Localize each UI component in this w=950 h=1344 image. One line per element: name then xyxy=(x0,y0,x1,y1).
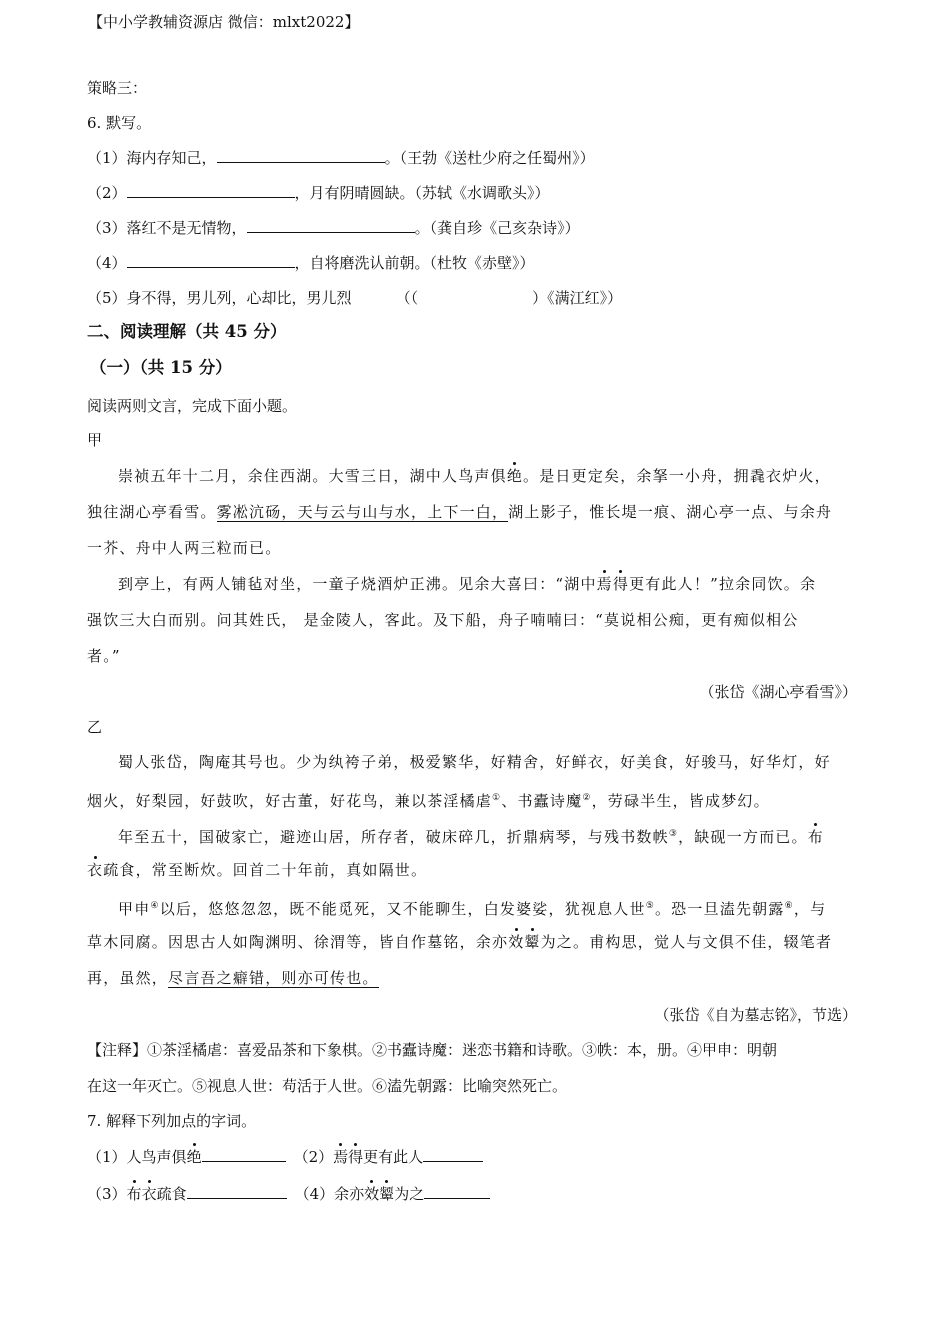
answer-blank[interactable] xyxy=(423,1147,483,1162)
q6-item-2 xyxy=(87,183,550,203)
dotted-char: 布 xyxy=(807,828,824,846)
passage-b-source: （张岱《自为墓志铭》，节选） xyxy=(654,1006,857,1024)
item-text: ，月有阴晴圆缺。（苏轼《水调歌头》） xyxy=(294,184,550,202)
dotted-char: 颦 xyxy=(524,933,541,951)
dotted-char: 衣 xyxy=(87,861,104,879)
dotted-char: 焉 xyxy=(333,1148,349,1166)
footnote-marker: ④ xyxy=(150,901,160,911)
passage-a-line: 者。” xyxy=(87,647,121,665)
passage-a-label: 甲 xyxy=(87,431,103,449)
text: 更有此人！”拉余同饮。余 xyxy=(629,575,817,593)
dotted-char: 焉 xyxy=(596,575,613,593)
passage-b-line: 蜀人张岱，陶庵其号也。少为纨袴子弟，极爱繁华，好精舍，好鲜衣，好美食，好骏马，好华灯，好 xyxy=(118,753,831,771)
dotted-char: 衣 xyxy=(141,1185,157,1203)
item-number: （3） xyxy=(87,1185,127,1203)
text: 为之。甫构思，觉人与文俱不佳，辍笔者 xyxy=(540,933,833,951)
q6-title: 6. 默写。 xyxy=(87,114,152,132)
answer-blank[interactable] xyxy=(127,183,295,198)
section-title: 二、阅读理解（共 45 分） xyxy=(87,322,287,341)
text: 甲申 xyxy=(118,900,151,918)
item-number: （1） xyxy=(87,149,127,167)
item-number: （3） xyxy=(87,219,127,237)
text: 为之 xyxy=(394,1185,425,1203)
passage-a-line xyxy=(118,466,831,486)
text: 更有此人 xyxy=(363,1148,424,1166)
passage-b-line xyxy=(87,968,379,988)
answer-blank[interactable] xyxy=(247,218,415,233)
text: ，缺砚一方而已。 xyxy=(678,828,808,846)
answer-blank[interactable] xyxy=(202,1147,286,1162)
dotted-char: 布 xyxy=(126,1185,142,1203)
passage-a-line xyxy=(118,574,816,594)
q6-item-1 xyxy=(87,148,595,168)
item-number: （2） xyxy=(87,184,127,202)
footnote-marker: ① xyxy=(492,793,502,803)
q7-row xyxy=(87,1184,490,1204)
item-number: （5） xyxy=(87,289,127,307)
passage-b-line xyxy=(118,824,824,847)
annotation-note: 在这一年灭亡。⑤视息人世：苟活于人世。⑥溘先朝露：比喻突然死亡。 xyxy=(87,1077,568,1095)
item-number: （4） xyxy=(87,254,127,272)
text: 人鸟声俱 xyxy=(126,1148,187,1166)
underlined-sentence: 雾凇沆砀，天与云与山与水，上下一白， xyxy=(216,503,509,521)
subsection-title: （一）（共 15 分） xyxy=(90,358,232,377)
page-header: 【中小学教辅资源店 微信：mlxt2022】 xyxy=(88,13,360,31)
q6-item-4 xyxy=(87,253,535,273)
passage-a-line: 强饮三大白而别。问其姓氏， 是金陵人，客此。及下船，舟子喃喃曰：“莫说相公痴，更有痴似相公 xyxy=(87,611,799,629)
text: 疏食，常至断炊。回首二十年前，真如隔世。 xyxy=(103,861,428,879)
text: ，劳碌半生，皆成梦幻。 xyxy=(591,792,770,810)
text: ，与 xyxy=(793,900,827,918)
footnote-marker: ⑥ xyxy=(784,901,794,911)
dotted-char: 得 xyxy=(612,575,630,593)
answer-blank[interactable] xyxy=(127,253,295,268)
item-text: ，自将磨洗认前朝。（杜牧《赤壁》） xyxy=(294,254,535,272)
dotted-char: 颦 xyxy=(379,1185,395,1203)
text: 再，虽然， xyxy=(87,969,169,987)
passage-b-line xyxy=(87,860,427,880)
text: 。是日更定矣，余拏一小舟，拥毳衣炉火， xyxy=(523,467,831,485)
q7-row xyxy=(87,1147,483,1167)
footnote-marker: ② xyxy=(582,793,592,803)
item-text: （（ xyxy=(395,289,419,307)
footnote-marker: ③ xyxy=(668,829,679,839)
q6-item-3 xyxy=(87,218,580,238)
text: 。恐一旦溘先朝露 xyxy=(654,900,785,918)
answer-blank[interactable] xyxy=(187,1184,287,1199)
text: 独往湖心亭看雪。 xyxy=(87,503,217,521)
q7-title: 7. 解释下列加点的字词。 xyxy=(87,1112,257,1130)
item-number: （1） xyxy=(87,1148,127,1166)
item-text: 落红不是无情物， xyxy=(126,219,247,237)
q6-item-5 xyxy=(87,288,622,308)
dotted-char: 效 xyxy=(364,1185,380,1203)
footnote-marker: ⑤ xyxy=(645,901,655,911)
item-text: 身不得，男儿列，心却比，男儿烈 xyxy=(126,289,352,307)
text: 湖上影子，惟长堤一痕、湖心亭一点、与余舟 xyxy=(508,503,833,521)
item-text: 。（王勃《送杜少府之任蜀州》） xyxy=(384,149,595,167)
passage-a-source: （张岱《湖心亭看雪》） xyxy=(699,683,857,701)
answer-blank[interactable] xyxy=(424,1184,490,1199)
passage-a-line: 一芥、舟中人两三粒而已。 xyxy=(87,539,282,557)
passage-a-line xyxy=(87,502,832,522)
passage-b-line xyxy=(87,932,832,952)
text: 年至五十，国破家亡，避迹山居，所存者，破床碎几，折鼎病琴，与残书数帙 xyxy=(118,828,669,846)
item-number: （2） xyxy=(293,1148,334,1166)
text: 崇祯五年十二月，余住西湖。大雪三日，湖中人鸟声俱 xyxy=(118,467,507,485)
text: 草木同腐。因思古人如陶渊明、徐渭等，皆自作墓铭，余亦 xyxy=(87,933,509,951)
dotted-char: 绝 xyxy=(506,467,524,485)
dotted-char: 得 xyxy=(348,1148,364,1166)
passage-b-line xyxy=(118,896,826,919)
annotation-note: 【注释】①茶淫橘虐：喜爱品茶和下象棋。②书蠹诗魔：迷恋书籍和诗歌。③帙：本，册。④甲申：明朝 xyxy=(87,1041,778,1059)
text: 以后，悠悠忽忽，既不能觅死，又不能聊生，白发婆娑，犹视息人世 xyxy=(159,900,646,918)
text: 烟火，好梨园，好鼓吹，好古董，好花鸟，兼以茶淫橘虐 xyxy=(87,792,493,810)
dotted-char: 效 xyxy=(508,933,525,951)
strategy-label: 策略三： xyxy=(87,79,148,97)
text: 疏食 xyxy=(156,1185,187,1203)
text: 余亦 xyxy=(334,1185,365,1203)
underlined-sentence: 尽言吾之癖错，则亦可传也。 xyxy=(168,969,379,987)
dotted-char: 绝 xyxy=(186,1148,202,1166)
item-text: 。（龚自珍《己亥杂诗》） xyxy=(414,219,580,237)
item-number: （4） xyxy=(294,1185,335,1203)
answer-blank[interactable] xyxy=(217,148,385,163)
item-text: ）《满江红》） xyxy=(532,289,623,307)
passage-b-line xyxy=(87,788,770,811)
item-text: 海内存知己， xyxy=(126,149,217,167)
passage-b-label: 乙 xyxy=(87,718,103,736)
reading-intro: 阅读两则文言，完成下面小题。 xyxy=(87,397,298,415)
text: 、书蠹诗魔 xyxy=(501,792,583,810)
text: 到亭上，有两人铺毡对坐，一童子烧酒炉正沸。见余大喜曰：“湖中 xyxy=(118,575,597,593)
